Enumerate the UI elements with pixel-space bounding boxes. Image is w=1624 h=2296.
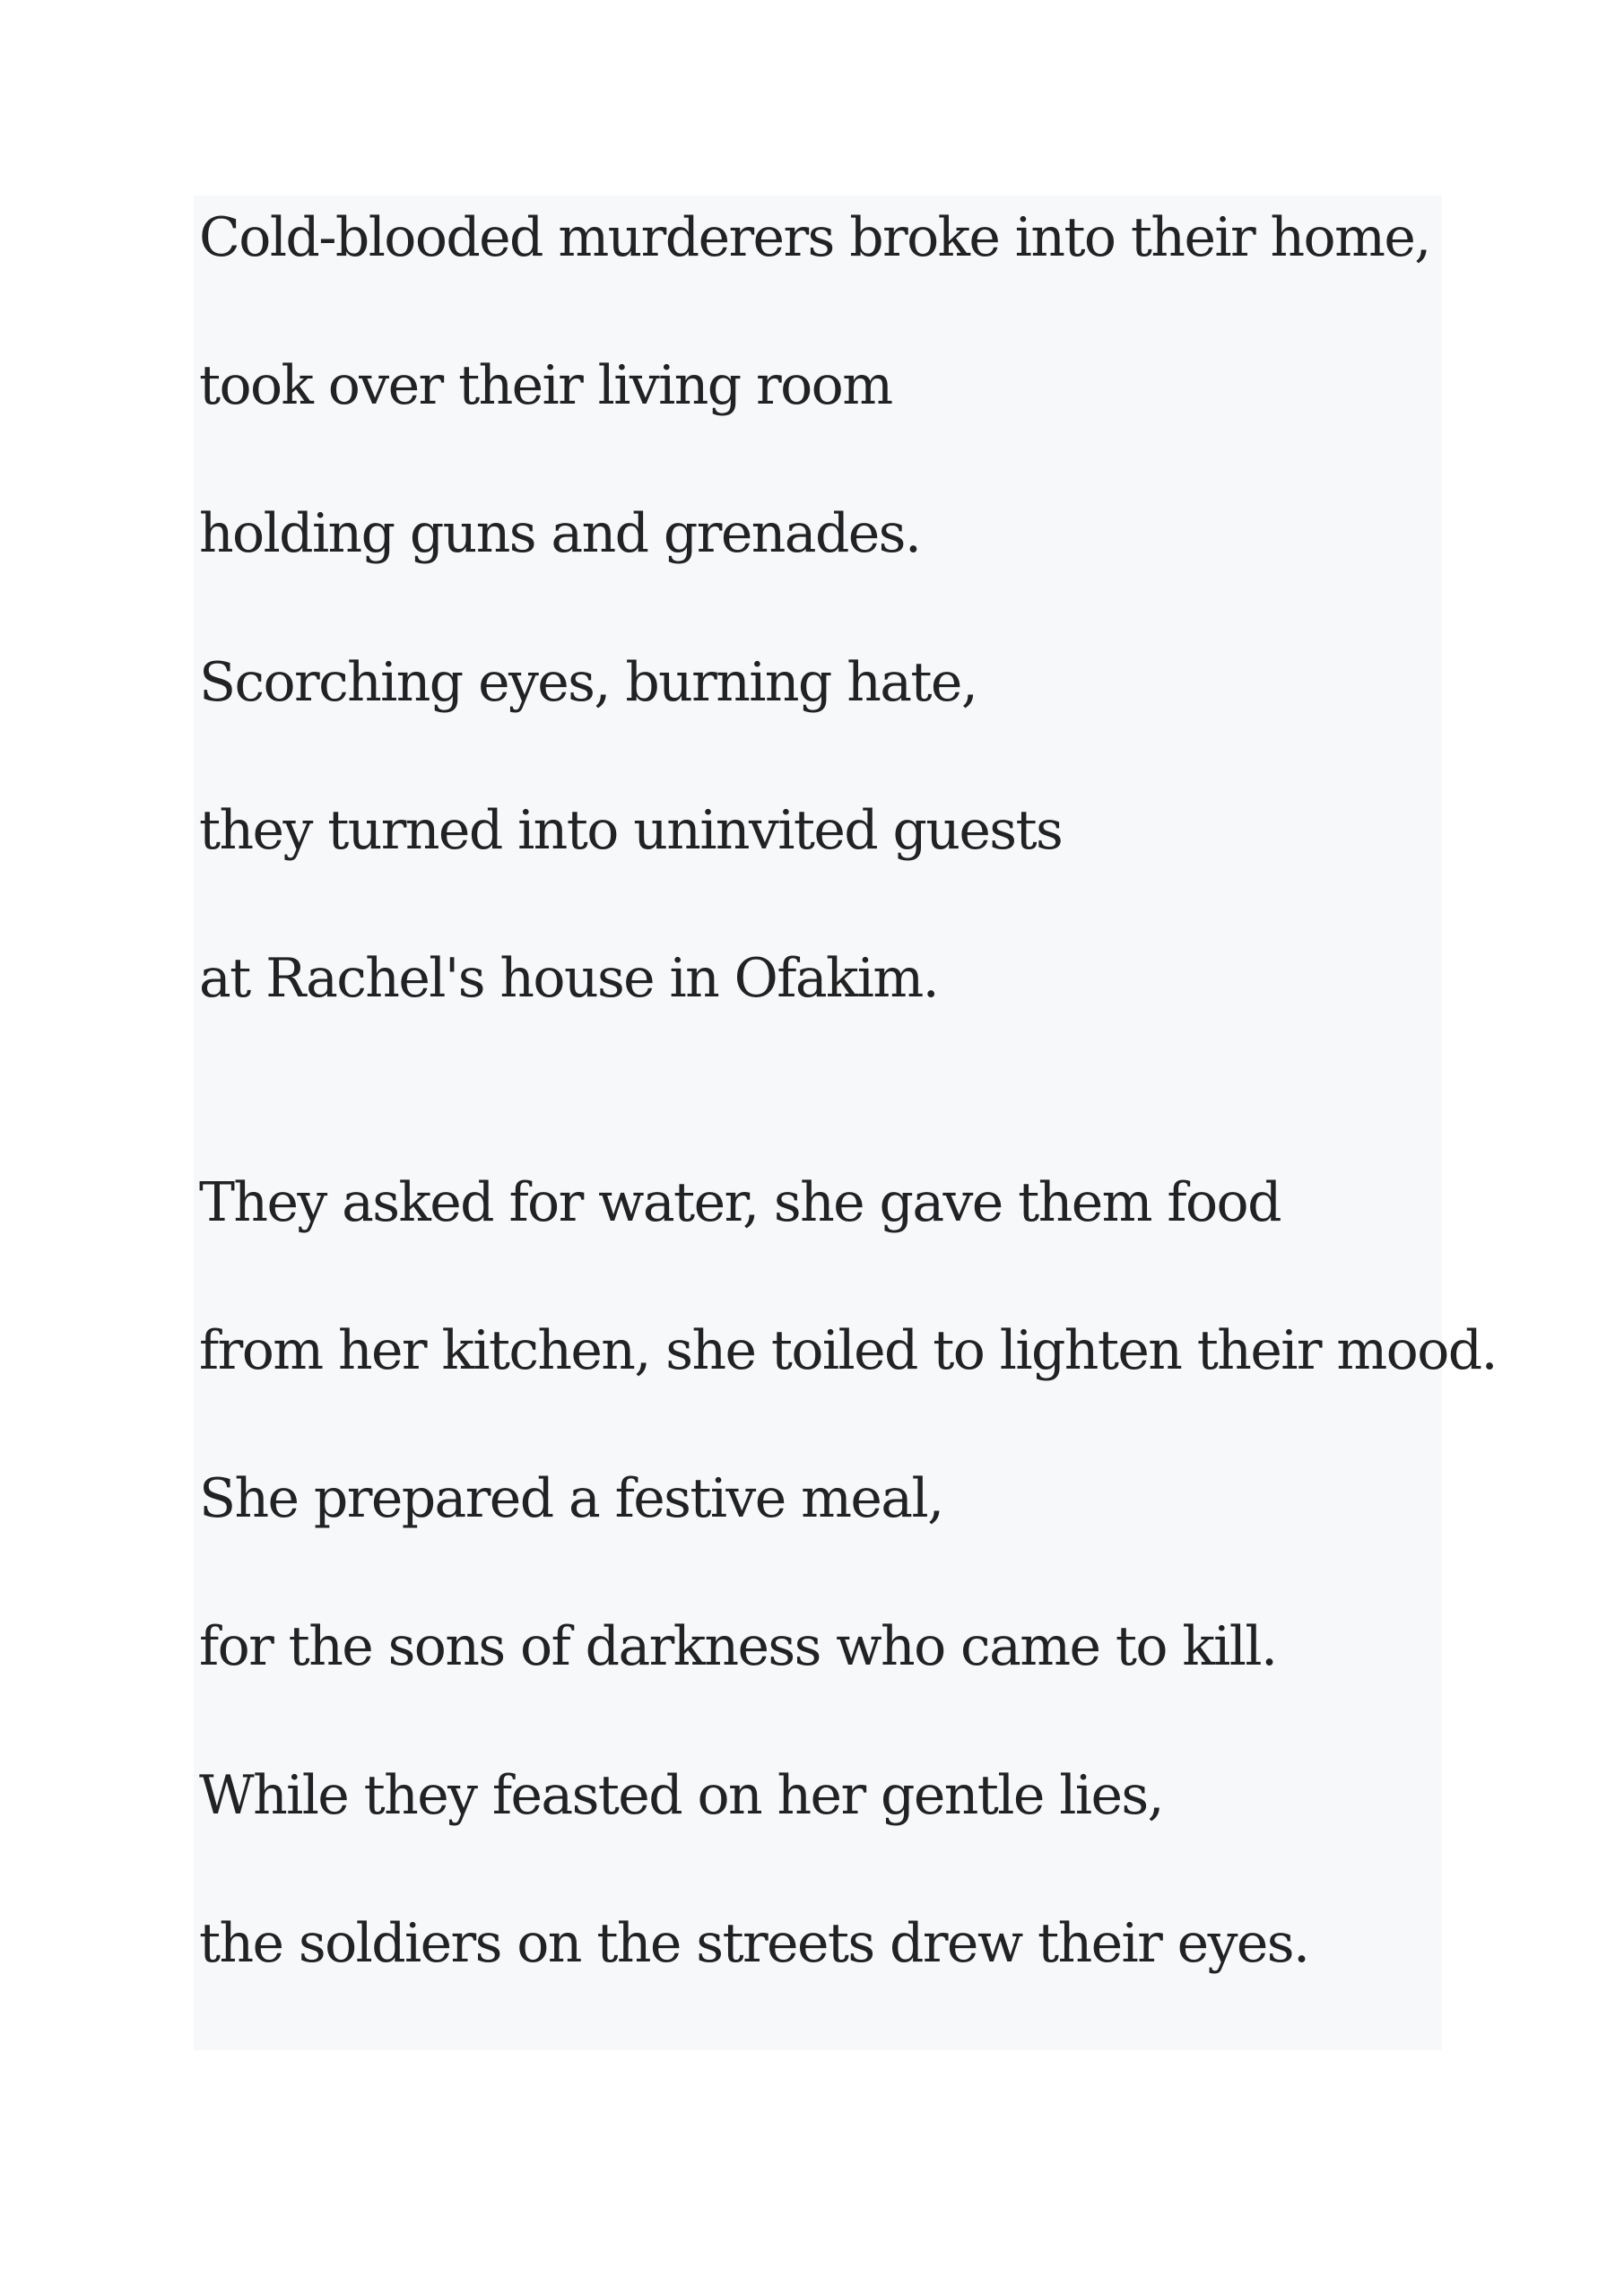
poem-line: They asked for water, she gave them food <box>199 1171 1281 1234</box>
poem-line: holding guns and grenades. <box>199 502 921 565</box>
poem-line: at Rachel's house in Ofakim. <box>199 947 939 1010</box>
poem-line: for the sons of darkness who came to kill. <box>199 1615 1277 1678</box>
poem-line: She prepared a festive meal, <box>199 1467 943 1530</box>
poem-line: they turned into uninvited guests <box>199 799 1063 862</box>
poem-line: Scorching eyes, burning hate, <box>199 651 977 714</box>
poem-line: the soldiers on the streets drew their eyes. <box>199 1912 1309 1975</box>
poem-panel <box>194 196 1497 2050</box>
poem-line: took over their living room <box>199 354 892 417</box>
poem-line: While they feasted on her gentle lies, <box>199 1764 1164 1827</box>
poem-line: Cold-blooded murderers broke into their home, <box>199 206 1430 269</box>
poem-line: from her kitchen, she toiled to lighten their mood. <box>199 1319 1497 1382</box>
